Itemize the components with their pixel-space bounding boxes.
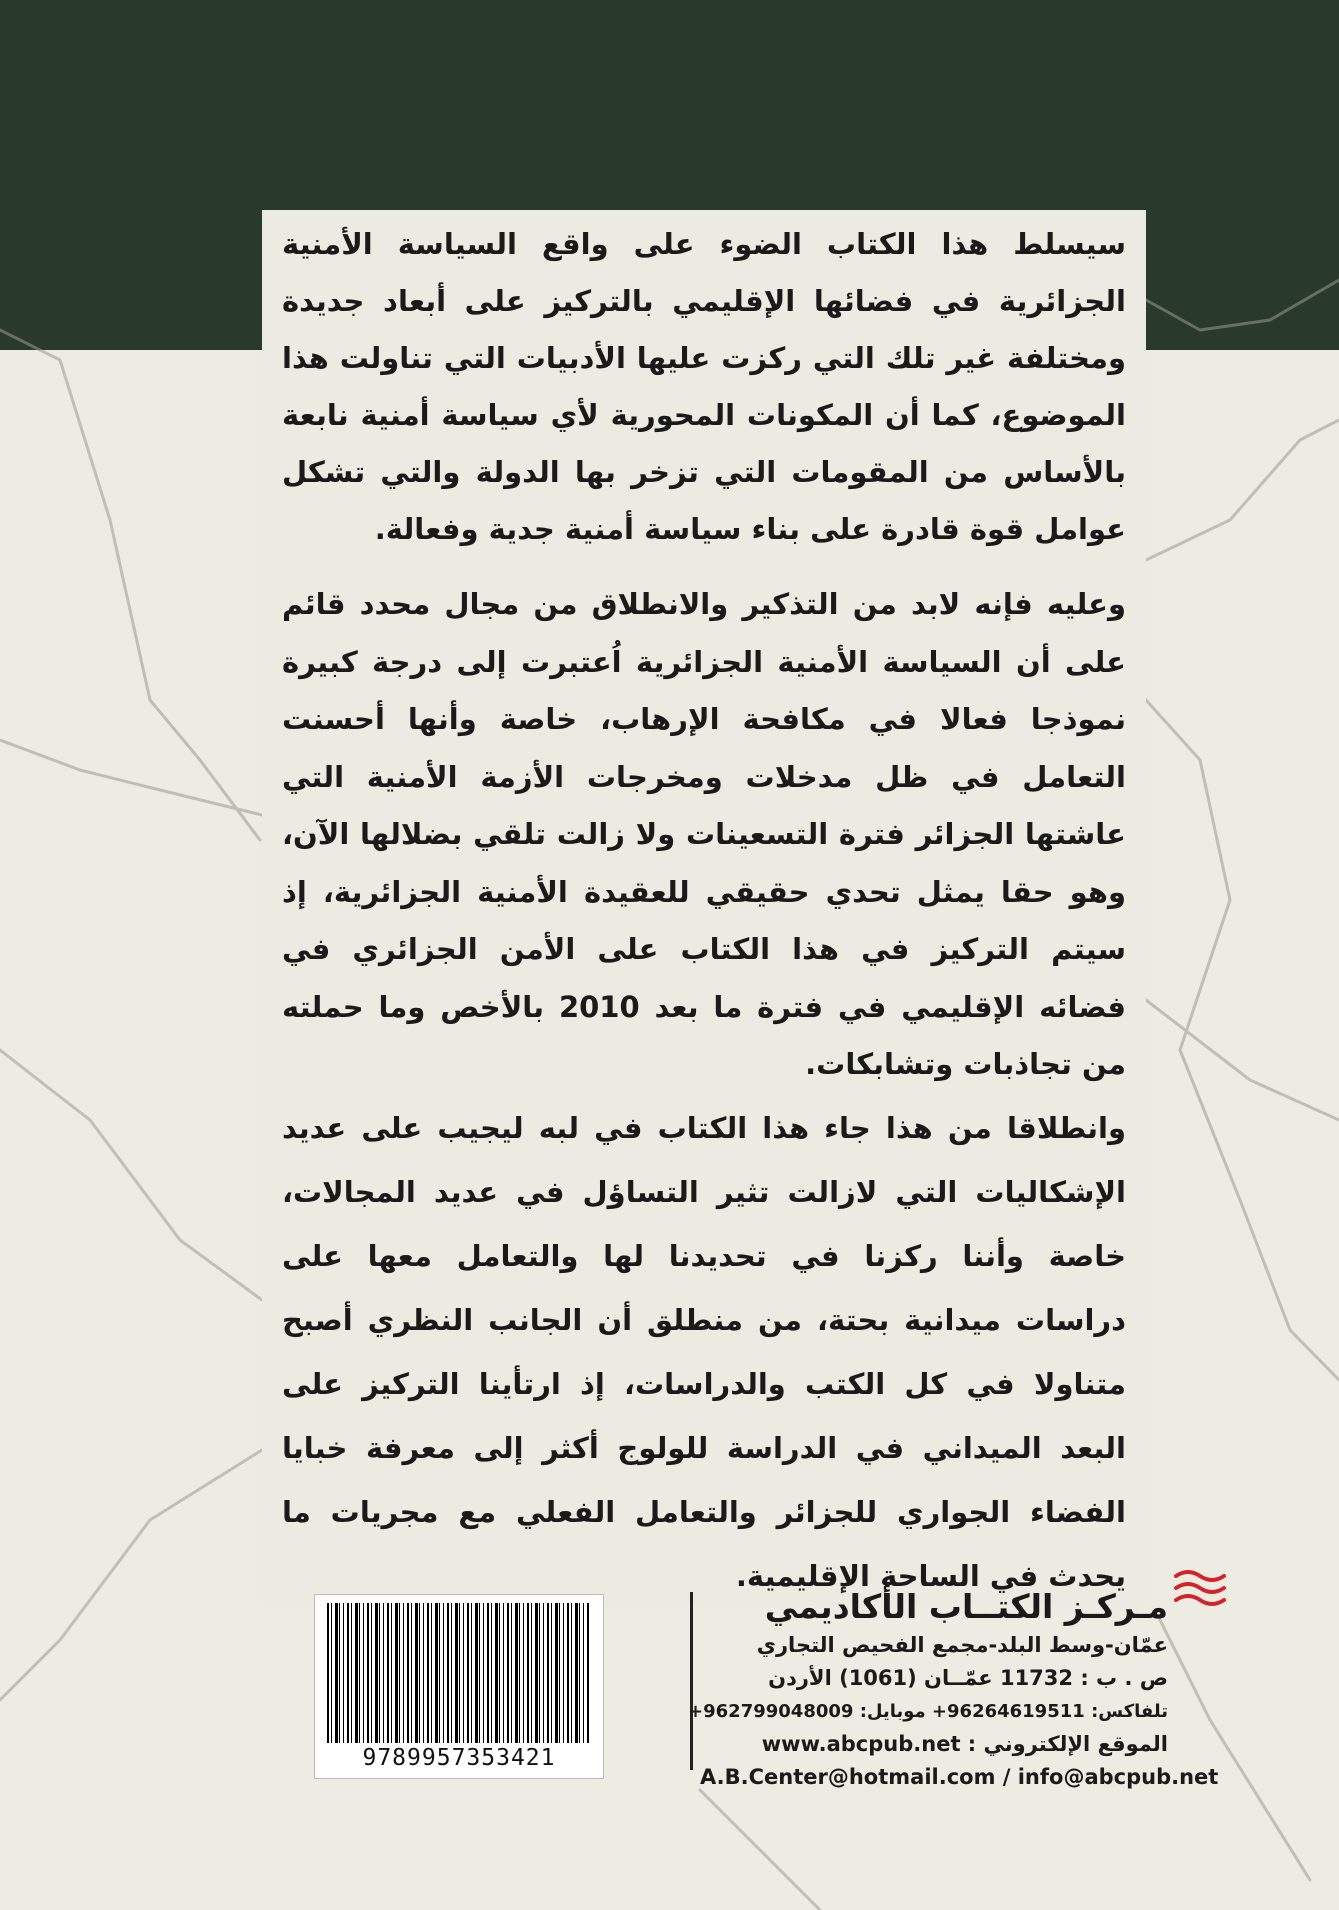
publisher-phones: تلفاكس: 96264619511+ موبايل: 962799048009+: [688, 1701, 1168, 1722]
publisher-website-row: [700, 1728, 1168, 1761]
publisher-logo-icon: [1170, 1560, 1230, 1610]
publisher-po-box: ص . ب : 11732 عمّــان (1061) الأردن: [768, 1666, 1168, 1690]
publisher-name: مـركـز الكتــاب الأكاديمي: [764, 1587, 1168, 1626]
barcode-bars: [327, 1603, 591, 1743]
description-paragraph-3: وانطلاقا من هذا جاء هذا الكتاب في لبه ليجيب على عديد الإشكاليات التي لازالت تثير التساؤل في عديد المجالات، خاصة وأننا ركزنا في تحديدنا لها والتعامل معها على دراسات ميدانية بحتة، من منطلق أن الجانب النظري أصبح متناولا في كل الكتب والدراسات، إذ ارتأينا التركيز على البعد الميداني في الدراسة للولوج أكثر إلى معرفة خبايا الفضاء الجواري للجزائر والتعامل الفعلي مع مجريات ما يحدث في الساحة الإقليمية.: [282, 1110, 1126, 1593]
isbn-number: 9789957353421: [362, 1745, 556, 1771]
website-label: الموقع الإلكتروني :: [967, 1732, 1168, 1756]
website-link[interactable]: www.abcpub.net: [761, 1732, 961, 1756]
publisher-info: [688, 1585, 1219, 1790]
divider-line: [690, 1592, 693, 1770]
description-panel: [262, 210, 1146, 1605]
description-paragraph-1: سيسلط هذا الكتاب الضوء على واقع السياسة الأمنية الجزائرية في فضائها الإقليمي بالتركيز على أبعاد جديدة ومختلفة غير تلك التي ركزت عليها الأدبيات التي تناولت هذا الموضوع، كما أن المكونات المحورية لأي سياسة أمنية نابعة بالأساس من المقومات التي تزخر بها الدولة والتي تشكل عوامل قوة قادرة على بناء سياسة أمنية جدية وفعالة.: [282, 227, 1126, 546]
barcode: [314, 1594, 604, 1779]
publisher-address: عمّان-وسط البلد-مجمع الفحيص التجاري: [756, 1633, 1168, 1657]
publisher-emails[interactable]: A.B.Center@hotmail.com / info@abcpub.net: [700, 1765, 1219, 1789]
description-paragraph-2: وعليه فإنه لابد من التذكير والانطلاق من مجال محدد قائم على أن السياسة الأمنية الجزائرية اُعتبرت إلى درجة كبيرة نموذجا فعالا في مكافحة الإرهاب، خاصة وأنها أحسنت التعامل في ظل مدخلات ومخرجات الأزمة الأمنية التي عاشتها الجزائر فترة التسعينات ولا زالت تلقي بضلالها الآن، وهو حقا يمثل تحدي حقيقي للعقيدة الأمنية الجزائرية، إذ سيتم التركيز في هذا الكتاب على الأمن الجزائري في فضائه الإقليمي في فترة ما بعد 2010 بالأخص وما حملته من تجاذبات وتشابكات.: [282, 587, 1127, 1081]
